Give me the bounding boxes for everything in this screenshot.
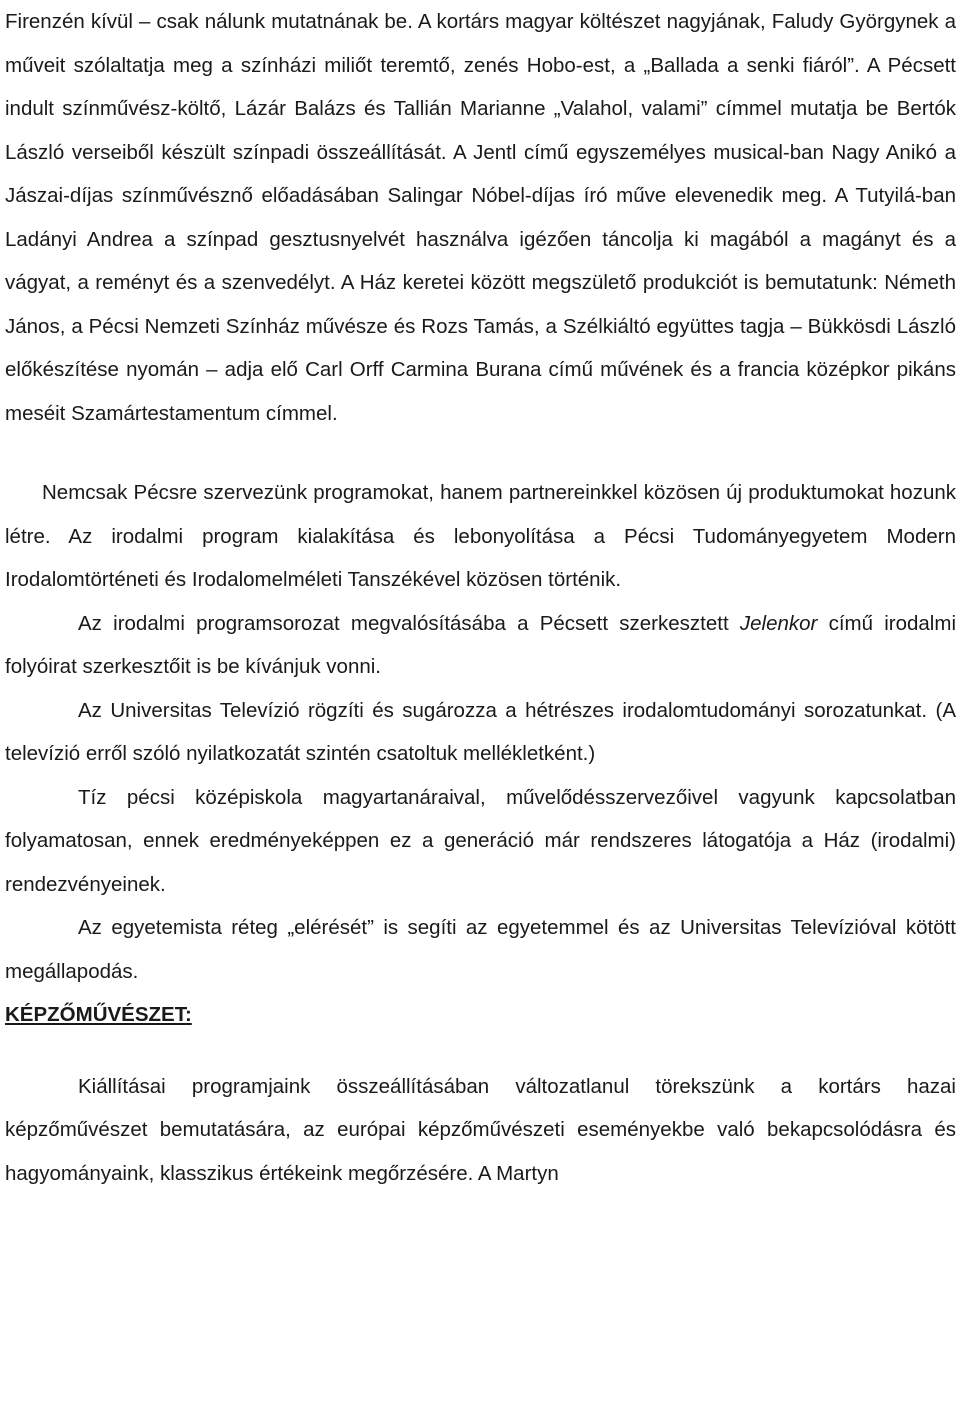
document-page [5, 0, 956, 1195]
paragraph-exhibitions: Kiállításai programjaink összeállításában változatlanul törekszünk a kortárs hazai képzőművészet bemutatására, az európai képzőművészeti eseményekbe való bekapcsolódásra és hagyományaink, klasszikus értékeink megőrzésére. A Martyn [5, 1074, 956, 1185]
paragraph-jelenkor-text-1: Az irodalmi programsorozat megvalósításába a Pécsett szerkesztett [78, 611, 740, 635]
paragraph-universitas-tv: Az Universitas Televízió rögzíti és sugározza a hétrészes irodalomtudományi sorozatunkat. (A televízió erről szóló nyilatkozatát szintén csatoltuk mellékletként.) [5, 698, 956, 765]
jelenkor-title: Jelenkor [739, 611, 818, 635]
paragraph-jelenkor-text-2: című irodalmi folyóirat szerkesztőit is be kívánjuk vonni. [5, 611, 956, 678]
paragraph-university: Az egyetemista réteg „elérését” is segíti az egyetemmel és az Universitas Televízióval kötött megállapodás. [5, 916, 956, 983]
paragraph-partnerships: Nemcsak Pécsre szervezünk programokat, hanem partnereinkkel közösen új produktumokat hozunk létre. Az irodalmi program kialakítása és lebonyolítása a Pécsi Tudományegyetem Modern Irodalomtörténeti és Irodalomelméleti Tanszékével közösen történik. [5, 481, 956, 591]
paragraph-jelenkor [5, 602, 956, 689]
paragraph-schools: Tíz pécsi középiskola magyartanáraival, művelődésszervezőivel vagyunk kapcsolatban folyamatosan, ennek eredményeképpen ez a generáció már rendszeres látogatója a Ház (irodalmi) rendezvényeinek. [5, 785, 956, 896]
paragraph-theatre-programs: Firenzén kívül – csak nálunk mutatnának be. A kortárs magyar költészet nagyjának, Faludy Györgynek a műveit szólaltatja meg a színházi miliőt teremtő, zenés Hobo-est, a „Ballada a senki fiáról”. A Pécsett indult színművész-költő, Lázár Balázs és Tallián Marianne „Valahol, valami” címmel mutatja be Bertók László verseiből készült színpadi összeállítását. A Jentl című egyszemélyes musical-ban Nagy Anikó a Jászai-díjas színművésznő előadásában Salingar Nóbel-díjas író műve elevenedik meg. A Tutyilá-ban Ladányi Andrea a színpad gesztusnyelvét használva igézően táncolja ki magából a magányt és a vágyat, a reményt és a szenvedélyt. A Ház keretei között megszülető produkciót is bemutatunk: Németh János, a Pécsi Nemzeti Színház művésze és Rozs Tamás, a Szélkiáltó együttes tagja – Bükkösdi László előkészítése nyomán – adja elő Carl Orff Carmina Burana című művének és a francia középkor pikáns meséit Szamártestamentum címmel. [5, 10, 956, 425]
section-heading-visual-arts: KÉPZŐMŰVÉSZET: [5, 1003, 192, 1026]
